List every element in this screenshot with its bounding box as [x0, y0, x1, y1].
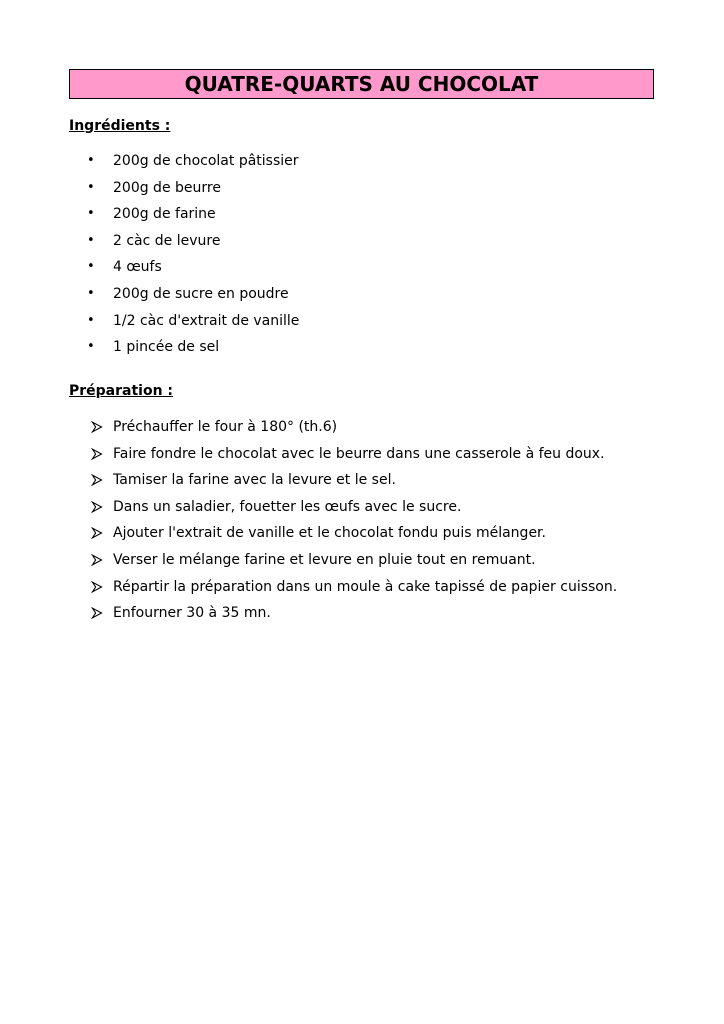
ingredient-text: 1/2 càc d'extrait de vanille [113, 312, 300, 329]
preparation-step-text: Dans un saladier, fouetter les œufs avec le sucre. [113, 498, 462, 515]
arrowhead-bullet-icon [91, 421, 103, 433]
bullet-dot-icon: • [87, 339, 95, 355]
ingredient-text: 2 càc de levure [113, 232, 221, 249]
ingredient-text: 200g de sucre en poudre [113, 285, 289, 302]
bullet-dot-icon: • [87, 232, 95, 248]
preparation-step-text: Ajouter l'extrait de vanille et le chocolat fondu puis mélanger. [113, 525, 546, 542]
bullet-dot-icon: • [87, 259, 95, 275]
arrowhead-bullet-icon [91, 501, 103, 513]
bullet-dot-icon: • [87, 206, 95, 222]
preparation-step-text: Faire fondre le chocolat avec le beurre dans une casserole à feu doux. [113, 445, 605, 462]
bullet-dot-icon: • [87, 285, 95, 301]
preparation-step-text: Tamiser la farine avec la levure et le sel. [113, 472, 396, 489]
ingredient-text: 200g de beurre [113, 179, 221, 196]
arrowhead-bullet-icon [91, 607, 103, 619]
bullet-dot-icon: • [87, 153, 95, 168]
ingredient-text: 4 œufs [113, 259, 162, 276]
arrowhead-bullet-icon [91, 581, 103, 593]
preparation-step-text: Verser le mélange farine et levure en pluie tout en remuant. [113, 551, 536, 568]
preparation-step-text: Répartir la préparation dans un moule à cake tapissé de papier cuisson. [113, 578, 618, 595]
ingredients-heading: Ingrédients : [69, 118, 171, 134]
bullet-dot-icon: • [87, 312, 95, 328]
bullet-dot-icon: • [87, 179, 95, 195]
ingredient-text: 1 pincée de sel [113, 339, 220, 356]
page-title: QUATRE-QUARTS AU CHOCOLAT [184, 72, 539, 96]
arrowhead-bullet-icon [91, 474, 103, 486]
arrowhead-bullet-icon [91, 527, 103, 539]
ingredient-text: 200g de chocolat pâtissier [113, 153, 299, 169]
preparation-step-text: Préchauffer le four à 180° (th.6) [113, 419, 338, 435]
preparation-step-text: Enfourner 30 à 35 mn. [113, 605, 271, 622]
preparation-heading: Préparation : [69, 383, 174, 399]
arrowhead-bullet-icon [91, 448, 103, 460]
ingredient-text: 200g de farine [113, 206, 216, 223]
title-banner [69, 69, 654, 99]
arrowhead-bullet-icon [91, 554, 103, 566]
